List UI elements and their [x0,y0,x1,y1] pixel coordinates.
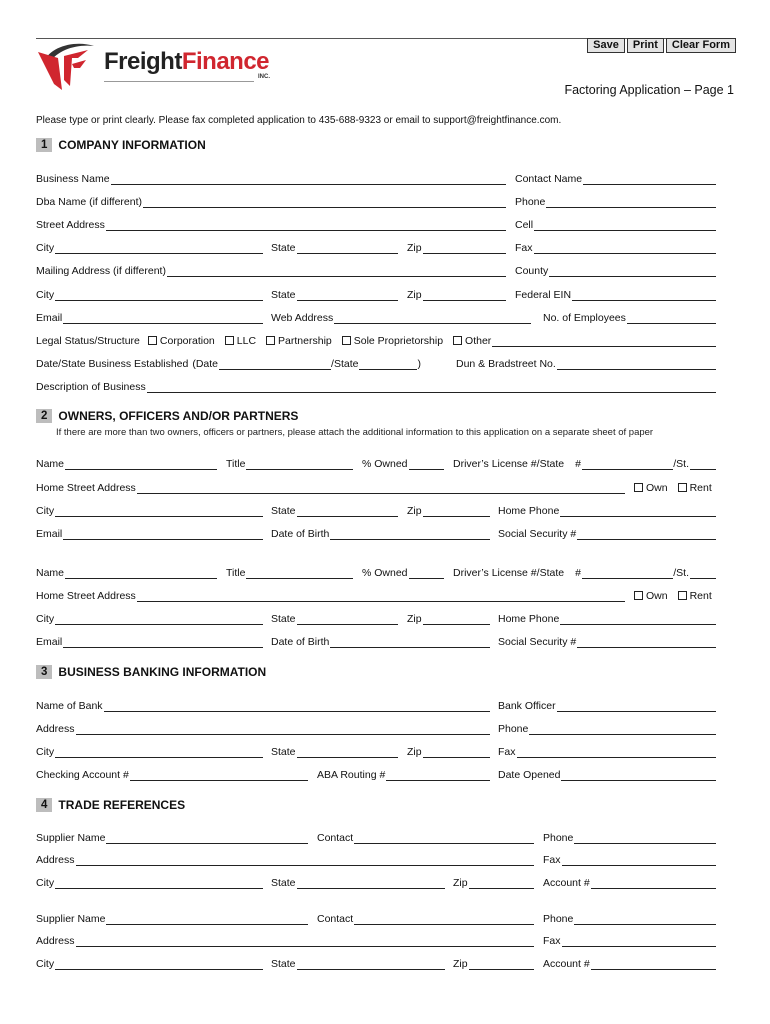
section-owners [36,409,298,423]
owner2-name-field[interactable]: Name [36,565,217,579]
owner1-rent-checkbox[interactable]: Rent [678,482,712,494]
ref2-account-field[interactable]: Account # [543,956,716,970]
cell-field[interactable]: Cell [515,217,716,231]
owner2-license-field[interactable]: Driver’s License #/State # /St. [453,565,716,579]
save-button[interactable]: Save [587,38,625,53]
established-field[interactable]: Date/State Business Established (Date /State ) [36,358,421,370]
date-opened-field[interactable]: Date Opened [498,767,716,781]
owner1-city-field[interactable]: City [36,503,263,517]
section-title: BUSINESS BANKING INFORMATION [58,665,267,679]
owner2-state-field[interactable]: State [271,611,398,625]
email-field[interactable]: Email [36,310,263,324]
owner2-email-field[interactable]: Email [36,634,263,648]
logo-rule [104,81,254,82]
checking-account-field[interactable]: Checking Account # [36,767,308,781]
sole-proprietorship-checkbox[interactable]: Sole Proprietorship [342,335,443,347]
dun-bradstreet-field[interactable]: Dun & Bradstreet No. [456,356,716,370]
owner1-dob-field[interactable]: Date of Birth [271,526,490,540]
street-address-field[interactable]: Street Address [36,217,506,231]
owners-note: If there are more than two owners, officers or partners, please attach the additional information to this application on a separate sheet of paper [56,427,654,438]
llc-checkbox[interactable]: LLC [225,335,256,347]
owner1-own-rent [634,480,716,494]
bank-name-field[interactable]: Name of Bank [36,698,490,712]
owner1-license-field[interactable]: Driver’s License #/State # /St. [453,456,716,470]
bank-zip-field[interactable]: Zip [407,744,490,758]
web-address-field[interactable]: Web Address [271,310,531,324]
owner1-owned-field[interactable]: % Owned [362,456,444,470]
logo-wordmark: FreightFinance [104,48,270,75]
owner2-title-field[interactable]: Title [226,565,353,579]
bank-address-field[interactable]: Address [36,721,490,735]
ref1-fax-field[interactable]: Fax [543,852,716,866]
ref1-zip-field[interactable]: Zip [453,875,534,889]
section-number: 1 [36,138,52,152]
ref1-contact-field[interactable]: Contact [317,830,534,844]
bank-fax-field[interactable]: Fax [498,744,716,758]
owner1-email-field[interactable]: Email [36,526,263,540]
owner2-dob-field[interactable]: Date of Birth [271,634,490,648]
owner2-owned-field[interactable]: % Owned [362,565,444,579]
owner2-home-phone-field[interactable]: Home Phone [498,611,716,625]
company-logo [36,40,286,92]
wings-logo-icon [36,40,102,92]
owner1-state-field[interactable]: State [271,503,398,517]
county-field[interactable]: County [515,263,716,277]
print-button[interactable]: Print [627,38,664,53]
bank-state-field[interactable]: State [271,744,398,758]
business-name-field[interactable]: Business Name [36,171,506,185]
ref2-supplier-field[interactable]: Supplier Name [36,911,308,925]
ref2-contact-field[interactable]: Contact [317,911,534,925]
mailing-address-field[interactable]: Mailing Address (if different) [36,263,506,277]
clear-form-button[interactable]: Clear Form [666,38,736,53]
instructions: Please type or print clearly. Please fax completed application to 435-688-9323 or email to support@freightfinance.com. [36,115,562,126]
bank-officer-field[interactable]: Bank Officer [498,698,716,712]
ref1-supplier-field[interactable]: Supplier Name [36,830,308,844]
owner2-own-rent [634,588,716,602]
owner1-home-street-field[interactable]: Home Street Address [36,480,625,494]
section-banking [36,665,266,679]
mailing-zip-field[interactable]: Zip [407,287,506,301]
section-trade-references [36,798,185,812]
section-number: 2 [36,409,52,423]
owner1-name-field[interactable]: Name [36,456,217,470]
owner2-home-street-field[interactable]: Home Street Address [36,588,625,602]
ref2-address-field[interactable]: Address [36,933,534,947]
fax-field[interactable]: Fax [515,240,716,254]
section-title: TRADE REFERENCES [58,798,186,812]
corporation-checkbox[interactable]: Corporation [148,335,215,347]
owner2-zip-field[interactable]: Zip [407,611,490,625]
ref1-city-field[interactable]: City [36,875,263,889]
owner1-ssn-field[interactable]: Social Security # [498,526,716,540]
section-title: OWNERS, OFFICERS AND/OR PARTNERS [58,409,299,423]
section-number: 4 [36,798,52,812]
state-field[interactable]: State [271,240,398,254]
owner2-own-checkbox[interactable]: Own [634,590,668,602]
contact-name-field[interactable]: Contact Name [515,171,716,185]
dba-name-field[interactable]: Dba Name (if different) [36,194,506,208]
owner1-title-field[interactable]: Title [226,456,353,470]
owner2-city-field[interactable]: City [36,611,263,625]
owner1-home-phone-field[interactable]: Home Phone [498,503,716,517]
section-company-info [36,138,206,152]
owner1-zip-field[interactable]: Zip [407,503,490,517]
logo-inc: INC. [258,74,270,80]
city-field[interactable]: City [36,240,263,254]
legal-status-label: Legal Status/Structure [36,335,140,347]
description-field[interactable]: Description of Business [36,379,716,393]
legal-status-row [36,333,716,347]
form-toolbar [587,38,736,53]
phone-field[interactable]: Phone [515,194,716,208]
ref1-account-field[interactable]: Account # [543,875,716,889]
bank-city-field[interactable]: City [36,744,263,758]
aba-routing-field[interactable]: ABA Routing # [317,767,490,781]
ref1-address-field[interactable]: Address [36,852,534,866]
section-number: 3 [36,665,52,679]
ref2-city-field[interactable]: City [36,956,263,970]
section-title: COMPANY INFORMATION [58,138,206,152]
ref2-state-field[interactable]: State [271,956,445,970]
other-input[interactable] [492,337,716,347]
federal-ein-field[interactable]: Federal EIN [515,287,716,301]
partnership-checkbox[interactable]: Partnership [266,335,332,347]
mailing-city-field[interactable]: City [36,287,263,301]
other-checkbox[interactable]: Other [453,335,491,347]
owner1-own-checkbox[interactable]: Own [634,482,668,494]
page-title: Factoring Application – Page 1 [564,83,734,97]
ref2-phone-field[interactable]: Phone [543,911,716,925]
ref1-state-field[interactable]: State [271,875,445,889]
ref2-zip-field[interactable]: Zip [453,956,534,970]
employees-field[interactable]: No. of Employees [543,310,716,324]
ref2-fax-field[interactable]: Fax [543,933,716,947]
ref1-phone-field[interactable]: Phone [543,830,716,844]
owner2-ssn-field[interactable]: Social Security # [498,634,716,648]
zip-field[interactable]: Zip [407,240,506,254]
owner2-rent-checkbox[interactable]: Rent [678,590,712,602]
bank-phone-field[interactable]: Phone [498,721,716,735]
mailing-state-field[interactable]: State [271,287,398,301]
